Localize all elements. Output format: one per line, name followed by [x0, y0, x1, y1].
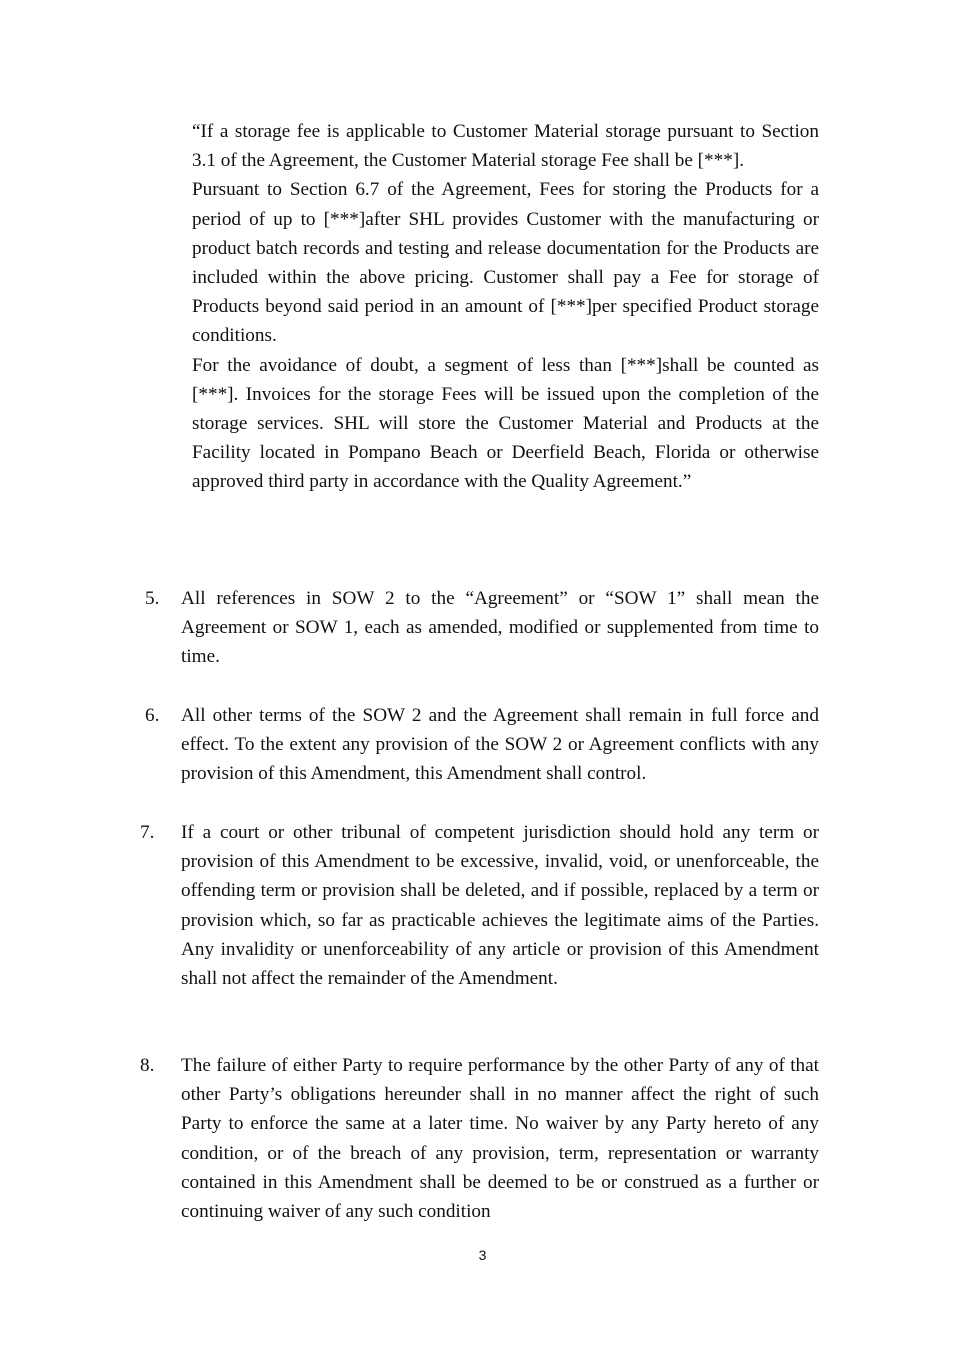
list-item-number: 5.	[145, 588, 160, 609]
quote-paragraph-product-storage: Pursuant to Section 6.7 of the Agreement, Fees for storing the Products for a period of up to [***]after SHL provides Customer with the manufacturing or product batch records and testing and release documentation for the Products are included within the above pricing. Customer shall pay a Fee for storage of Products beyond said period in an amount of [***]per specified Product storage conditions.	[192, 179, 819, 347]
quote-paragraph-avoidance-of-doubt: For the avoidance of doubt, a segment of less than [***]shall be counted as [***]. Invoices for the storage Fees will be issued upon the completion of the storage services. SHL will store the Customer Material and Products at the Facility located in Pompano Beach or Deerfield Beach, Florida or otherwise approved third party in accordance with the Quality Agreement.”	[192, 354, 819, 493]
list-item-7	[140, 818, 819, 993]
list-item-5	[140, 584, 819, 672]
list-item-6	[140, 701, 819, 789]
list-item-number: 6.	[145, 705, 160, 726]
list-item-number: 8.	[140, 1055, 155, 1076]
quote-paragraph-storage-fee: “If a storage fee is applicable to Customer Material storage pursuant to Section 3.1 of the Agreement, the Customer Material storage Fee shall be [***].	[192, 121, 819, 172]
list-item-text: All references in SOW 2 to the “Agreement” or “SOW 1” shall mean the Agreement or SOW 1, each as amended, modified or supplemented from time to time.	[181, 588, 819, 668]
list-item-number: 7.	[140, 822, 155, 843]
list-item-text: All other terms of the SOW 2 and the Agreement shall remain in full force and effect. To the extent any provision of the SOW 2 or Agreement conflicts with any provision of this Amendment, this Amendment shall control.	[181, 705, 819, 785]
list-item-8	[140, 1051, 819, 1226]
list-item-text: The failure of either Party to require performance by the other Party of any of that other Party’s obligations hereunder shall in no manner affect the right of such Party to enforce the same at a later time. No waiver by any Party hereto of any condition, or of the breach of any provision, term, representation or warranty contained in this Amendment shall be deemed to be or construed as a further or continuing waiver of any such condition	[181, 1055, 819, 1223]
list-item-text: If a court or other tribunal of competent jurisdiction should hold any term or provision of this Amendment to be excessive, invalid, void, or unenforceable, the offending term or provision shall be deleted, and if possible, replaced by a term or provision which, so far as practicable achieves the legitimate aims of the Parties. Any invalidity or unenforceability of any article or provision of this Amendment shall not affect the remainder of the Amendment.	[181, 822, 819, 990]
page-number: 3	[478, 1247, 487, 1263]
quoted-storage-fee-provision	[192, 117, 819, 497]
